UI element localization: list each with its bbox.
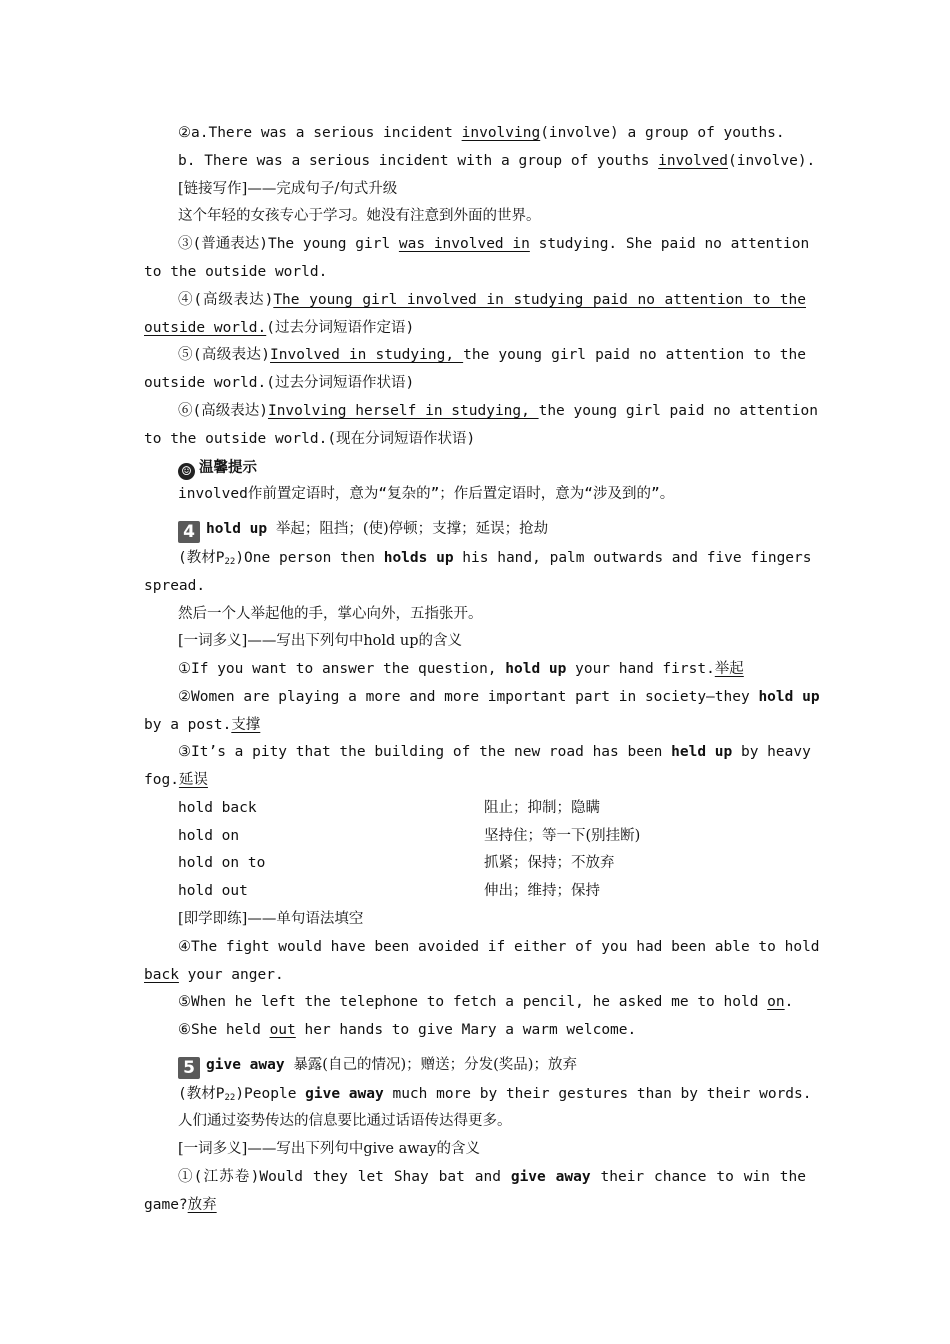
text-line: ②Women are playing a more and more important part in society—they hold up	[178, 689, 820, 705]
text-line: back your anger.	[144, 967, 284, 983]
section-heading: [即学即练]——单句语法填空	[178, 911, 364, 927]
entry-heading: 4 hold up 举起；阻挡；(使)停顿；支撑；延误；抢劫	[178, 515, 806, 543]
section-heading: [一词多义]——写出下列句中give away的含义	[178, 1141, 481, 1157]
text-line: b. There was a serious incident with a group of youths involved(involve).	[178, 153, 816, 169]
text-line: ④(高级表达)The young girl involved in studying paid no attention to the	[178, 292, 806, 308]
text-line: 然后一个人举起他的手，掌心向外，五指张开。	[178, 606, 483, 622]
text-line: ⑤(高级表达)Involved in studying, the young girl paid no attention to the	[178, 347, 806, 363]
text-line: to the outside world.	[144, 264, 328, 280]
phrase-row: hold on to 抓紧；保持；不放弃	[178, 855, 615, 871]
text-line: fog.延误	[144, 772, 208, 788]
section-heading: [一词多义]——写出下列句中hold up的含义	[178, 633, 463, 649]
text-line: by a post.支撑	[144, 717, 261, 733]
phrase-row: hold on 坚持住；等一下(别挂断)	[178, 828, 641, 844]
section-heading: [链接写作]——完成句子/句式升级	[178, 181, 398, 197]
text-line: ③(普通表达)The young girl was involved in studying. She paid no attention	[178, 236, 810, 252]
text-line: ⑤When he left the telephone to fetch a pencil, he asked me to hold on.	[178, 994, 794, 1010]
text-line: outside world.(过去分词短语作状语)	[144, 375, 415, 391]
text-line: ①If you want to answer the question, hold up your hand first.举起	[178, 661, 744, 677]
entry-heading: 5 give away 暴露(自己的情况)；赠送；分发(奖品)；放弃	[178, 1051, 806, 1079]
tip-heading: ☺ 温馨提示	[178, 454, 806, 482]
text-line: to the outside world.(现在分词短语作状语)	[144, 431, 476, 447]
text-line: 人们通过姿势传达的信息要比通过话语传达得更多。	[178, 1113, 512, 1129]
section-number-badge: 4	[178, 521, 200, 543]
phrase-row: hold back 阻止；抑制；隐瞒	[178, 800, 600, 816]
text-line: ①(江苏卷)Would they let Shay bat and give away their chance to win the	[178, 1169, 806, 1185]
text-line: outside world.(过去分词短语作定语)	[144, 320, 415, 336]
text-line: ②a.There was a serious incident involving(involve) a group of youths.	[178, 125, 785, 141]
tip-text: involved作前置定语时，意为“复杂的”；作后置定语时，意为“涉及到的”。	[178, 486, 675, 502]
section-number-badge: 5	[178, 1057, 200, 1079]
text-line: (教材$P_{22})One$ person then holds up his hand, palm outwards and five fingers	[178, 550, 812, 567]
text-line: (教材$P_{22})People$ give away much more by their gestures than by their words.	[178, 1086, 812, 1103]
text-line: spread.	[144, 578, 206, 594]
text-line: ⑥She held out her hands to give Mary a warm welcome.	[178, 1022, 637, 1038]
text-line: 这个年轻的女孩专心于学习。她没有注意到外面的世界。	[178, 208, 541, 224]
text-line: ③It’s a pity that the building of the new road has been held up by heavy	[178, 744, 811, 760]
text-line: ④The fight would have been avoided if either of you had been able to hold	[178, 939, 820, 955]
text-line: game?放弃	[144, 1197, 217, 1213]
phrase-row: hold out 伸出；维持；保持	[178, 883, 600, 899]
text-line: ⑥(高级表达)Involving herself in studying, the young girl paid no attention	[178, 403, 818, 419]
smiley-icon: ☺	[178, 463, 195, 480]
